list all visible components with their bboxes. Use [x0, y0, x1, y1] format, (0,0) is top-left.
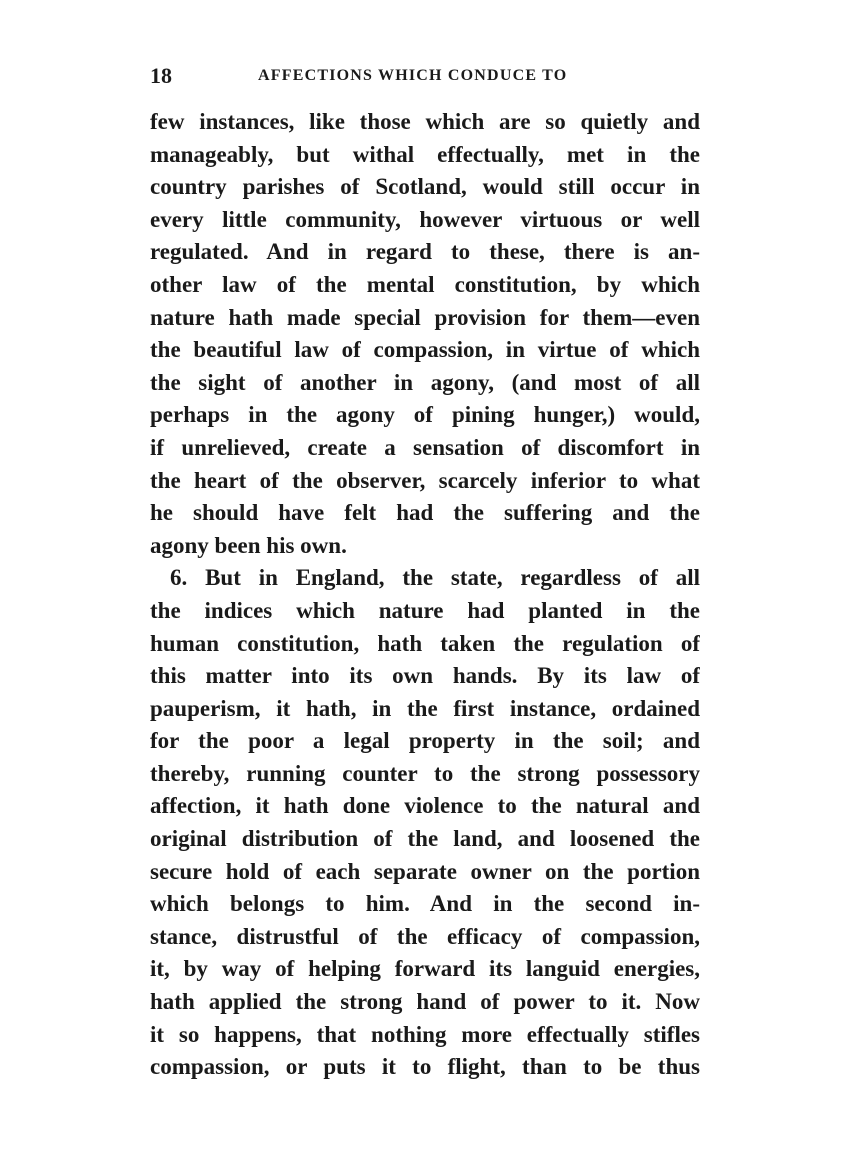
- text-line: affection, it hath done violence to the natural and: [150, 793, 700, 819]
- text-line: this matter into its own hands. By its law of: [150, 663, 700, 689]
- text-line: he should have felt had the suffering and the: [150, 500, 700, 526]
- text-line: other law of the mental constitution, by which: [150, 271, 700, 297]
- text-line: secure hold of each separate owner on the portion: [150, 858, 700, 884]
- text-line: nature hath made special provision for them—even: [150, 304, 700, 330]
- text-line: it, by way of helping forward its languid energies,: [150, 956, 700, 982]
- text-line: human constitution, hath taken the regulation of: [150, 630, 700, 656]
- text-line: the indices which nature had planted in the: [150, 597, 700, 623]
- text-line: it so happens, that nothing more effectually stifles: [150, 1021, 700, 1047]
- text-line: few instances, like those which are so quietly and: [150, 109, 700, 134]
- running-head: [150, 60, 700, 92]
- running-title: AFFECTIONS WHICH CONDUCE TO: [258, 67, 568, 84]
- text-line: regulated. And in regard to these, there is an-: [150, 239, 700, 265]
- text-line: the beautiful law of compassion, in virtue of which: [150, 337, 700, 363]
- text-line: the heart of the observer, scarcely inferior to what: [150, 467, 700, 493]
- text-line: thereby, running counter to the strong possessory: [150, 760, 700, 786]
- text-line: every little community, however virtuous or well: [150, 206, 700, 232]
- text-line: for the poor a legal property in the soil; and: [150, 728, 700, 754]
- text-line: the sight of another in agony, (and most of all: [150, 369, 700, 395]
- text-line: compassion, or puts it to flight, than to be thus: [150, 1054, 700, 1080]
- text-line: perhaps in the agony of pining hunger,) would,: [150, 402, 700, 428]
- paragraph-start-line: 6. But in England, the state, regardless of all: [170, 565, 700, 591]
- text-line: pauperism, it hath, in the first instance, ordained: [150, 695, 700, 721]
- text-line: agony been his own.: [150, 532, 347, 558]
- text-line: which belongs to him. And in the second in-: [150, 891, 700, 917]
- text-line: stance, distrustful of the efficacy of compassion,: [150, 923, 700, 949]
- text-line: manageably, but withal effectually, met in the: [150, 141, 700, 167]
- body-text: [150, 106, 700, 1084]
- text-line: original distribution of the land, and loosened the: [150, 826, 700, 852]
- text-line: country parishes of Scotland, would still occur in: [150, 174, 700, 200]
- text-line: hath applied the strong hand of power to it. Now: [150, 989, 700, 1015]
- page-number: 18: [150, 63, 172, 88]
- text-line: if unrelieved, create a sensation of discomfort in: [150, 434, 700, 460]
